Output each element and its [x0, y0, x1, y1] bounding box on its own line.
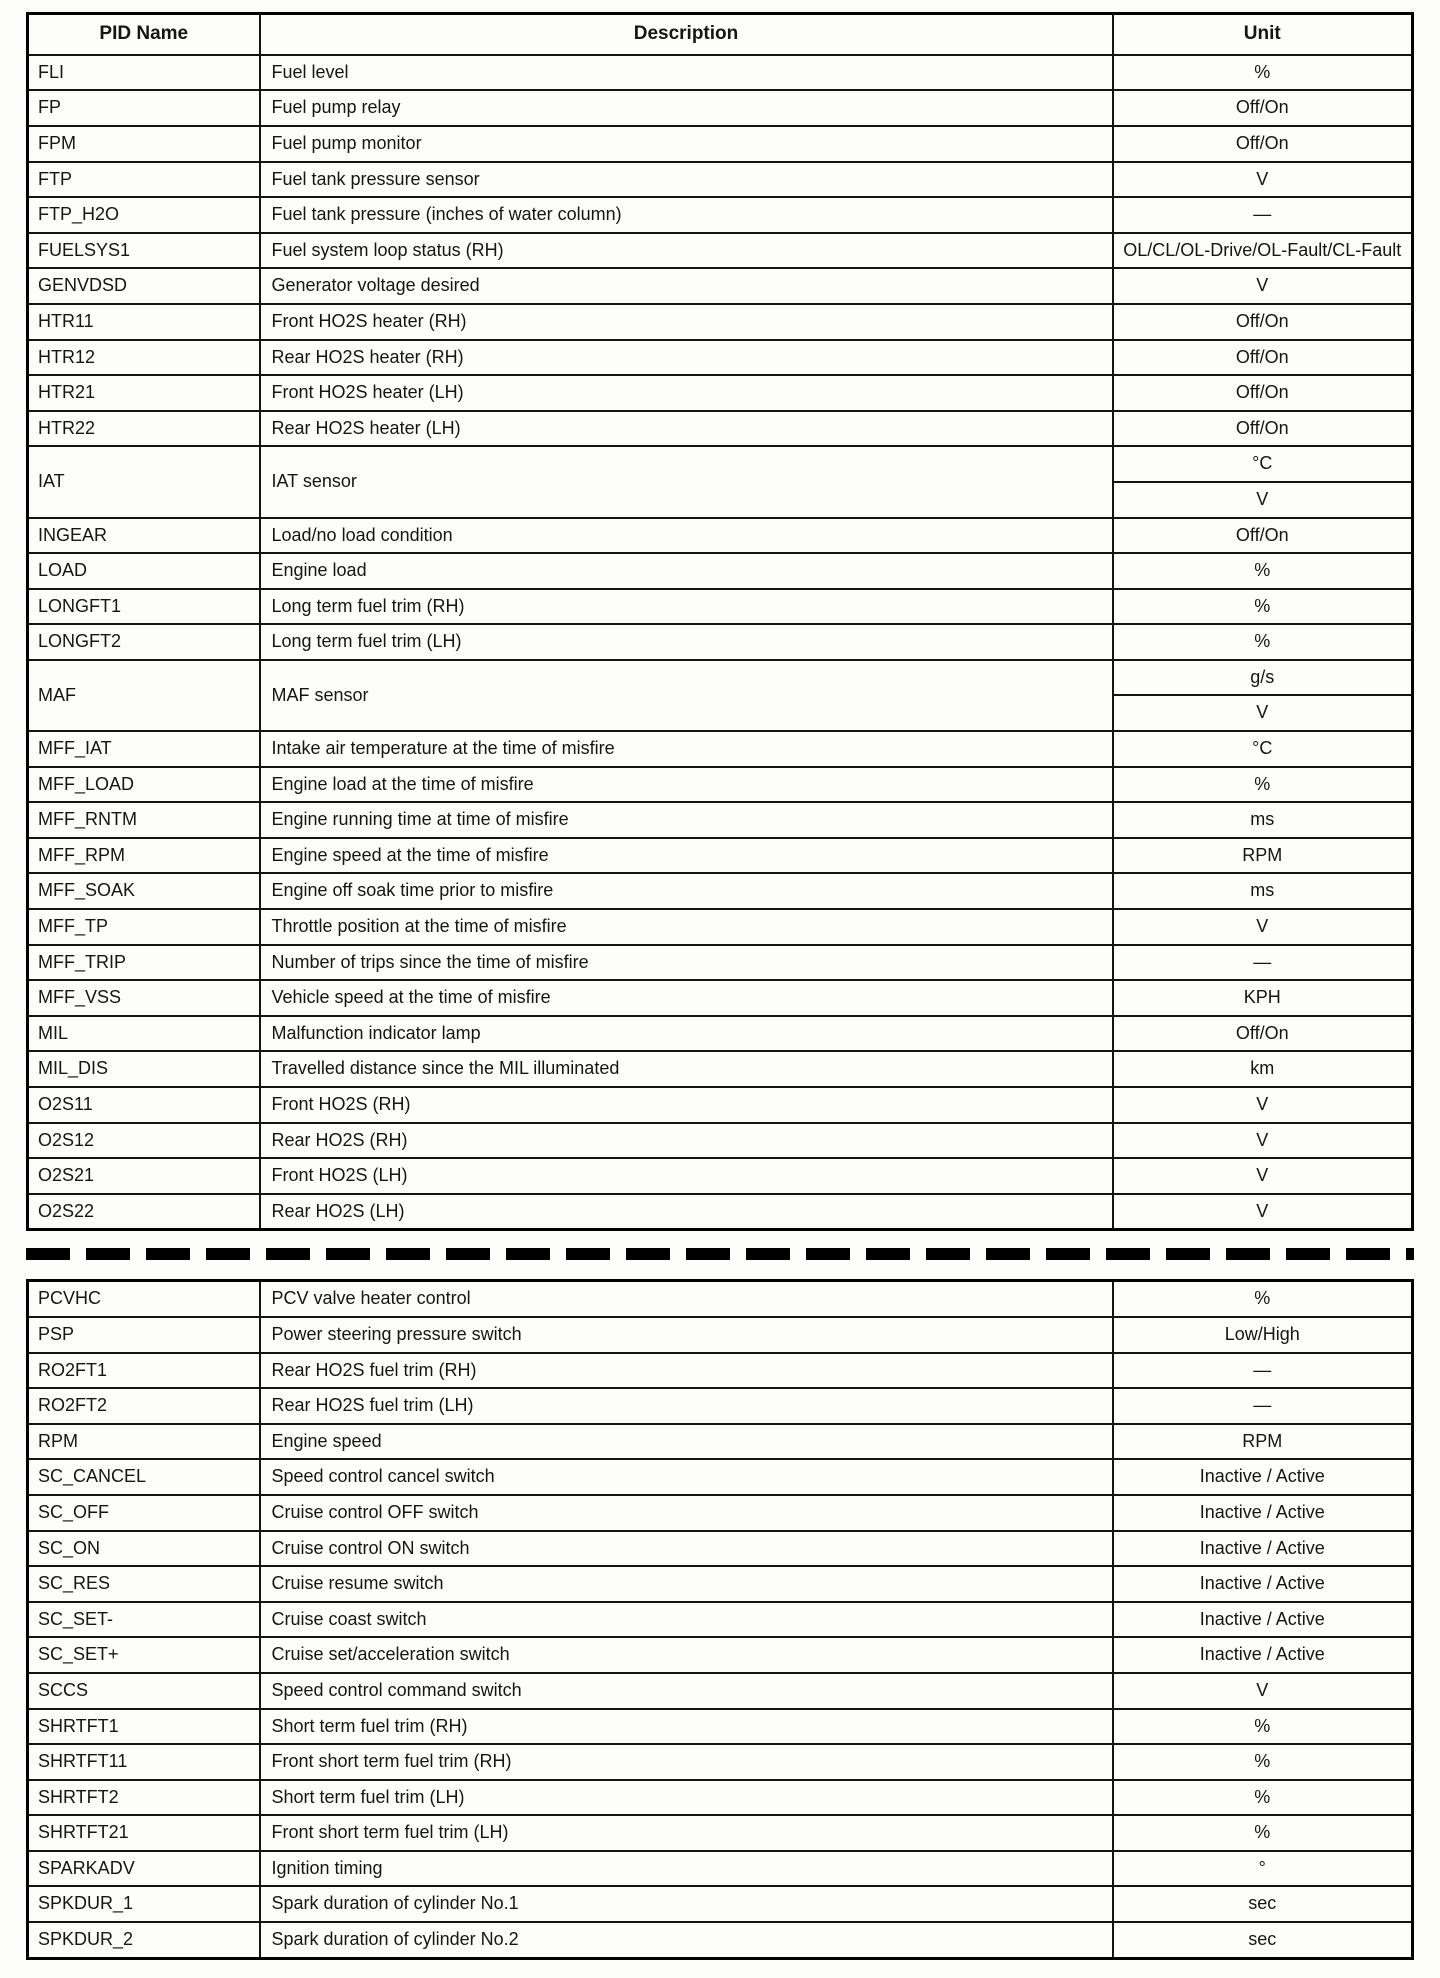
pid-name-cell: SPKDUR_1	[28, 1886, 260, 1922]
table-row	[28, 1123, 1413, 1159]
description-cell: Front HO2S heater (RH)	[260, 304, 1113, 340]
pid-name-cell: MFF_SOAK	[28, 873, 260, 909]
unit-cell: %	[1113, 1815, 1413, 1851]
table-row	[28, 1388, 1413, 1424]
table-row	[28, 197, 1413, 233]
unit-cell: Off/On	[1113, 304, 1413, 340]
col-header-pid-name: PID Name	[28, 14, 260, 55]
table-row	[28, 1851, 1413, 1887]
table-row	[28, 1566, 1413, 1602]
description-cell: Speed control command switch	[260, 1673, 1113, 1709]
pid-name-cell: MFF_IAT	[28, 731, 260, 767]
table-row	[28, 518, 1413, 554]
description-cell: Fuel pump monitor	[260, 126, 1113, 162]
description-cell: MAF sensor	[260, 660, 1113, 731]
pid-name-cell: MIL	[28, 1016, 260, 1052]
unit-cell: Inactive / Active	[1113, 1495, 1413, 1531]
page-break-dashed-line	[26, 1248, 1414, 1260]
description-cell: Throttle position at the time of misfire	[260, 909, 1113, 945]
table-row	[28, 375, 1413, 411]
pid-name-cell: SHRTFT11	[28, 1744, 260, 1780]
unit-cell: KPH	[1113, 980, 1413, 1016]
pid-table-body-top	[28, 55, 1413, 1230]
unit-cell: km	[1113, 1051, 1413, 1087]
unit-cell: sec	[1113, 1886, 1413, 1922]
unit-cell: Inactive / Active	[1113, 1459, 1413, 1495]
description-cell: Rear HO2S heater (LH)	[260, 411, 1113, 447]
table-row	[28, 1815, 1413, 1851]
pid-name-cell: SC_SET+	[28, 1637, 260, 1673]
pid-name-cell: SC_SET-	[28, 1602, 260, 1638]
table-row	[28, 1602, 1413, 1638]
pid-name-cell: FTP_H2O	[28, 197, 260, 233]
unit-cell: —	[1113, 1353, 1413, 1389]
table-row	[28, 945, 1413, 981]
description-cell: IAT sensor	[260, 446, 1113, 517]
description-cell: Engine load	[260, 553, 1113, 589]
pid-name-cell: SHRTFT1	[28, 1709, 260, 1745]
table-row	[28, 1744, 1413, 1780]
description-cell: Front HO2S heater (LH)	[260, 375, 1113, 411]
table-row	[28, 802, 1413, 838]
unit-cell: %	[1113, 589, 1413, 625]
pid-name-cell: LOAD	[28, 553, 260, 589]
table-row	[28, 55, 1413, 91]
description-cell: Engine load at the time of misfire	[260, 767, 1113, 803]
pid-name-cell: RO2FT1	[28, 1353, 260, 1389]
table-row	[28, 1459, 1413, 1495]
unit-cell: Off/On	[1113, 126, 1413, 162]
table-row	[28, 411, 1413, 447]
description-cell: Cruise coast switch	[260, 1602, 1113, 1638]
description-cell: Load/no load condition	[260, 518, 1113, 554]
unit-cell: %	[1113, 55, 1413, 91]
unit-cell: Off/On	[1113, 90, 1413, 126]
table-row	[28, 1353, 1413, 1389]
pid-name-cell: O2S21	[28, 1158, 260, 1194]
description-cell: Fuel tank pressure sensor	[260, 162, 1113, 198]
pid-name-cell: SC_ON	[28, 1531, 260, 1567]
description-cell: Vehicle speed at the time of misfire	[260, 980, 1113, 1016]
table-row	[28, 1317, 1413, 1353]
pid-name-cell: INGEAR	[28, 518, 260, 554]
unit-cell: %	[1113, 553, 1413, 589]
pid-name-cell: SPKDUR_2	[28, 1922, 260, 1958]
unit-cell: °	[1113, 1851, 1413, 1887]
table-row	[28, 1087, 1413, 1123]
table-row	[28, 162, 1413, 198]
unit-cell: OL/CL/OL-Drive/OL-Fault/CL-Fault	[1113, 233, 1413, 269]
description-cell: Spark duration of cylinder No.1	[260, 1886, 1113, 1922]
pid-name-cell: SC_RES	[28, 1566, 260, 1602]
table-row	[28, 838, 1413, 874]
table-row	[28, 1158, 1413, 1194]
unit-cell: V	[1113, 268, 1413, 304]
pid-name-cell: MFF_RPM	[28, 838, 260, 874]
table-row	[28, 446, 1413, 482]
pid-name-cell: MFF_RNTM	[28, 802, 260, 838]
description-cell: Short term fuel trim (LH)	[260, 1780, 1113, 1816]
table-row	[28, 909, 1413, 945]
unit-cell: Low/High	[1113, 1317, 1413, 1353]
pid-name-cell: RPM	[28, 1424, 260, 1460]
description-cell: Short term fuel trim (RH)	[260, 1709, 1113, 1745]
unit-cell: Off/On	[1113, 518, 1413, 554]
table-row	[28, 1424, 1413, 1460]
unit-cell: V	[1113, 1087, 1413, 1123]
description-cell: Fuel system loop status (RH)	[260, 233, 1113, 269]
unit-cell: Inactive / Active	[1113, 1531, 1413, 1567]
description-cell: Generator voltage desired	[260, 268, 1113, 304]
header-row	[28, 14, 1413, 55]
table-row	[28, 1051, 1413, 1087]
unit-cell: V	[1113, 1158, 1413, 1194]
table-row	[28, 268, 1413, 304]
pid-name-cell: PSP	[28, 1317, 260, 1353]
pid-name-cell: MFF_TP	[28, 909, 260, 945]
pid-name-cell: RO2FT2	[28, 1388, 260, 1424]
table-row	[28, 90, 1413, 126]
table-row	[28, 1495, 1413, 1531]
table-row	[28, 304, 1413, 340]
pid-name-cell: MIL_DIS	[28, 1051, 260, 1087]
unit-cell: %	[1113, 767, 1413, 803]
unit-cell: Inactive / Active	[1113, 1566, 1413, 1602]
table-row	[28, 553, 1413, 589]
pid-name-cell: FLI	[28, 55, 260, 91]
pid-name-cell: SC_OFF	[28, 1495, 260, 1531]
unit-cell: Off/On	[1113, 340, 1413, 376]
description-cell: Rear HO2S (RH)	[260, 1123, 1113, 1159]
description-cell: Long term fuel trim (RH)	[260, 589, 1113, 625]
description-cell: Front short term fuel trim (LH)	[260, 1815, 1113, 1851]
description-cell: Cruise control OFF switch	[260, 1495, 1113, 1531]
description-cell: Rear HO2S (LH)	[260, 1194, 1113, 1230]
description-cell: Fuel tank pressure (inches of water column)	[260, 197, 1113, 233]
description-cell: Cruise control ON switch	[260, 1531, 1113, 1567]
pid-name-cell: HTR12	[28, 340, 260, 376]
pid-name-cell: HTR21	[28, 375, 260, 411]
unit-cell: Off/On	[1113, 411, 1413, 447]
pid-name-cell: SC_CANCEL	[28, 1459, 260, 1495]
unit-cell: V	[1113, 1194, 1413, 1230]
description-cell: Travelled distance since the MIL illuminated	[260, 1051, 1113, 1087]
unit-cell: —	[1113, 945, 1413, 981]
pid-name-cell: HTR11	[28, 304, 260, 340]
unit-cell: Inactive / Active	[1113, 1637, 1413, 1673]
pid-name-cell: SHRTFT2	[28, 1780, 260, 1816]
unit-cell: g/s	[1113, 660, 1413, 696]
table-row	[28, 1194, 1413, 1230]
pid-name-cell: MFF_LOAD	[28, 767, 260, 803]
description-cell: Intake air temperature at the time of misfire	[260, 731, 1113, 767]
description-cell: Speed control cancel switch	[260, 1459, 1113, 1495]
table-row	[28, 624, 1413, 660]
pid-name-cell: FP	[28, 90, 260, 126]
description-cell: Rear HO2S fuel trim (RH)	[260, 1353, 1113, 1389]
description-cell: Power steering pressure switch	[260, 1317, 1113, 1353]
pid-name-cell: MFF_VSS	[28, 980, 260, 1016]
unit-cell: RPM	[1113, 1424, 1413, 1460]
pid-table-header	[28, 14, 1413, 55]
table-row	[28, 1709, 1413, 1745]
unit-cell: Off/On	[1113, 375, 1413, 411]
col-header-unit: Unit	[1113, 14, 1413, 55]
description-cell: Number of trips since the time of misfire	[260, 945, 1113, 981]
unit-cell: °C	[1113, 731, 1413, 767]
unit-cell: V	[1113, 909, 1413, 945]
table-row	[28, 731, 1413, 767]
description-cell: Rear HO2S heater (RH)	[260, 340, 1113, 376]
pid-name-cell: GENVDSD	[28, 268, 260, 304]
description-cell: Fuel pump relay	[260, 90, 1113, 126]
pid-name-cell: O2S12	[28, 1123, 260, 1159]
unit-cell: %	[1113, 624, 1413, 660]
pid-name-cell: MFF_TRIP	[28, 945, 260, 981]
col-header-description: Description	[260, 14, 1113, 55]
pid-name-cell: LONGFT1	[28, 589, 260, 625]
unit-cell: %	[1113, 1780, 1413, 1816]
table-row	[28, 1281, 1413, 1317]
unit-cell: %	[1113, 1281, 1413, 1317]
unit-cell: —	[1113, 1388, 1413, 1424]
description-cell: Malfunction indicator lamp	[260, 1016, 1113, 1052]
table-row	[28, 1016, 1413, 1052]
unit-cell: %	[1113, 1744, 1413, 1780]
pid-name-cell: LONGFT2	[28, 624, 260, 660]
unit-cell: %	[1113, 1709, 1413, 1745]
pid-table-top	[26, 12, 1414, 1231]
table-row	[28, 589, 1413, 625]
pid-name-cell: IAT	[28, 446, 260, 517]
unit-cell: V	[1113, 695, 1413, 731]
unit-cell: V	[1113, 1673, 1413, 1709]
description-cell: Front HO2S (LH)	[260, 1158, 1113, 1194]
description-cell: Front HO2S (RH)	[260, 1087, 1113, 1123]
table-row	[28, 1673, 1413, 1709]
description-cell: Rear HO2S fuel trim (LH)	[260, 1388, 1113, 1424]
description-cell: Cruise resume switch	[260, 1566, 1113, 1602]
description-cell: Spark duration of cylinder No.2	[260, 1922, 1113, 1958]
description-cell: Ignition timing	[260, 1851, 1113, 1887]
table-row	[28, 1531, 1413, 1567]
table-row	[28, 126, 1413, 162]
unit-cell: V	[1113, 162, 1413, 198]
pid-name-cell: O2S22	[28, 1194, 260, 1230]
unit-cell: V	[1113, 482, 1413, 518]
pid-name-cell: MAF	[28, 660, 260, 731]
description-cell: Cruise set/acceleration switch	[260, 1637, 1113, 1673]
unit-cell: sec	[1113, 1922, 1413, 1958]
table-row	[28, 1886, 1413, 1922]
table-row	[28, 980, 1413, 1016]
table-row	[28, 340, 1413, 376]
unit-cell: Inactive / Active	[1113, 1602, 1413, 1638]
unit-cell: RPM	[1113, 838, 1413, 874]
pid-name-cell: SHRTFT21	[28, 1815, 260, 1851]
table-row	[28, 1780, 1413, 1816]
pid-table-body-bottom	[28, 1281, 1413, 1958]
description-cell: Long term fuel trim (LH)	[260, 624, 1113, 660]
description-cell: Engine running time at time of misfire	[260, 802, 1113, 838]
pid-name-cell: HTR22	[28, 411, 260, 447]
pid-name-cell: SPARKADV	[28, 1851, 260, 1887]
description-cell: Engine speed	[260, 1424, 1113, 1460]
pid-name-cell: SCCS	[28, 1673, 260, 1709]
pid-name-cell: FUELSYS1	[28, 233, 260, 269]
pid-name-cell: FPM	[28, 126, 260, 162]
description-cell: Fuel level	[260, 55, 1113, 91]
description-cell: Engine off soak time prior to misfire	[260, 873, 1113, 909]
table-row	[28, 660, 1413, 696]
table-row	[28, 233, 1413, 269]
unit-cell: Off/On	[1113, 1016, 1413, 1052]
pid-name-cell: PCVHC	[28, 1281, 260, 1317]
unit-cell: °C	[1113, 446, 1413, 482]
unit-cell: ms	[1113, 802, 1413, 838]
pid-name-cell: FTP	[28, 162, 260, 198]
unit-cell: V	[1113, 1123, 1413, 1159]
table-row	[28, 1922, 1413, 1958]
description-cell: PCV valve heater control	[260, 1281, 1113, 1317]
table-row	[28, 873, 1413, 909]
pid-name-cell: O2S11	[28, 1087, 260, 1123]
table-row	[28, 1637, 1413, 1673]
description-cell: Engine speed at the time of misfire	[260, 838, 1113, 874]
description-cell: Front short term fuel trim (RH)	[260, 1744, 1113, 1780]
unit-cell: —	[1113, 197, 1413, 233]
unit-cell: ms	[1113, 873, 1413, 909]
table-row	[28, 767, 1413, 803]
pid-table-bottom	[26, 1279, 1414, 1959]
